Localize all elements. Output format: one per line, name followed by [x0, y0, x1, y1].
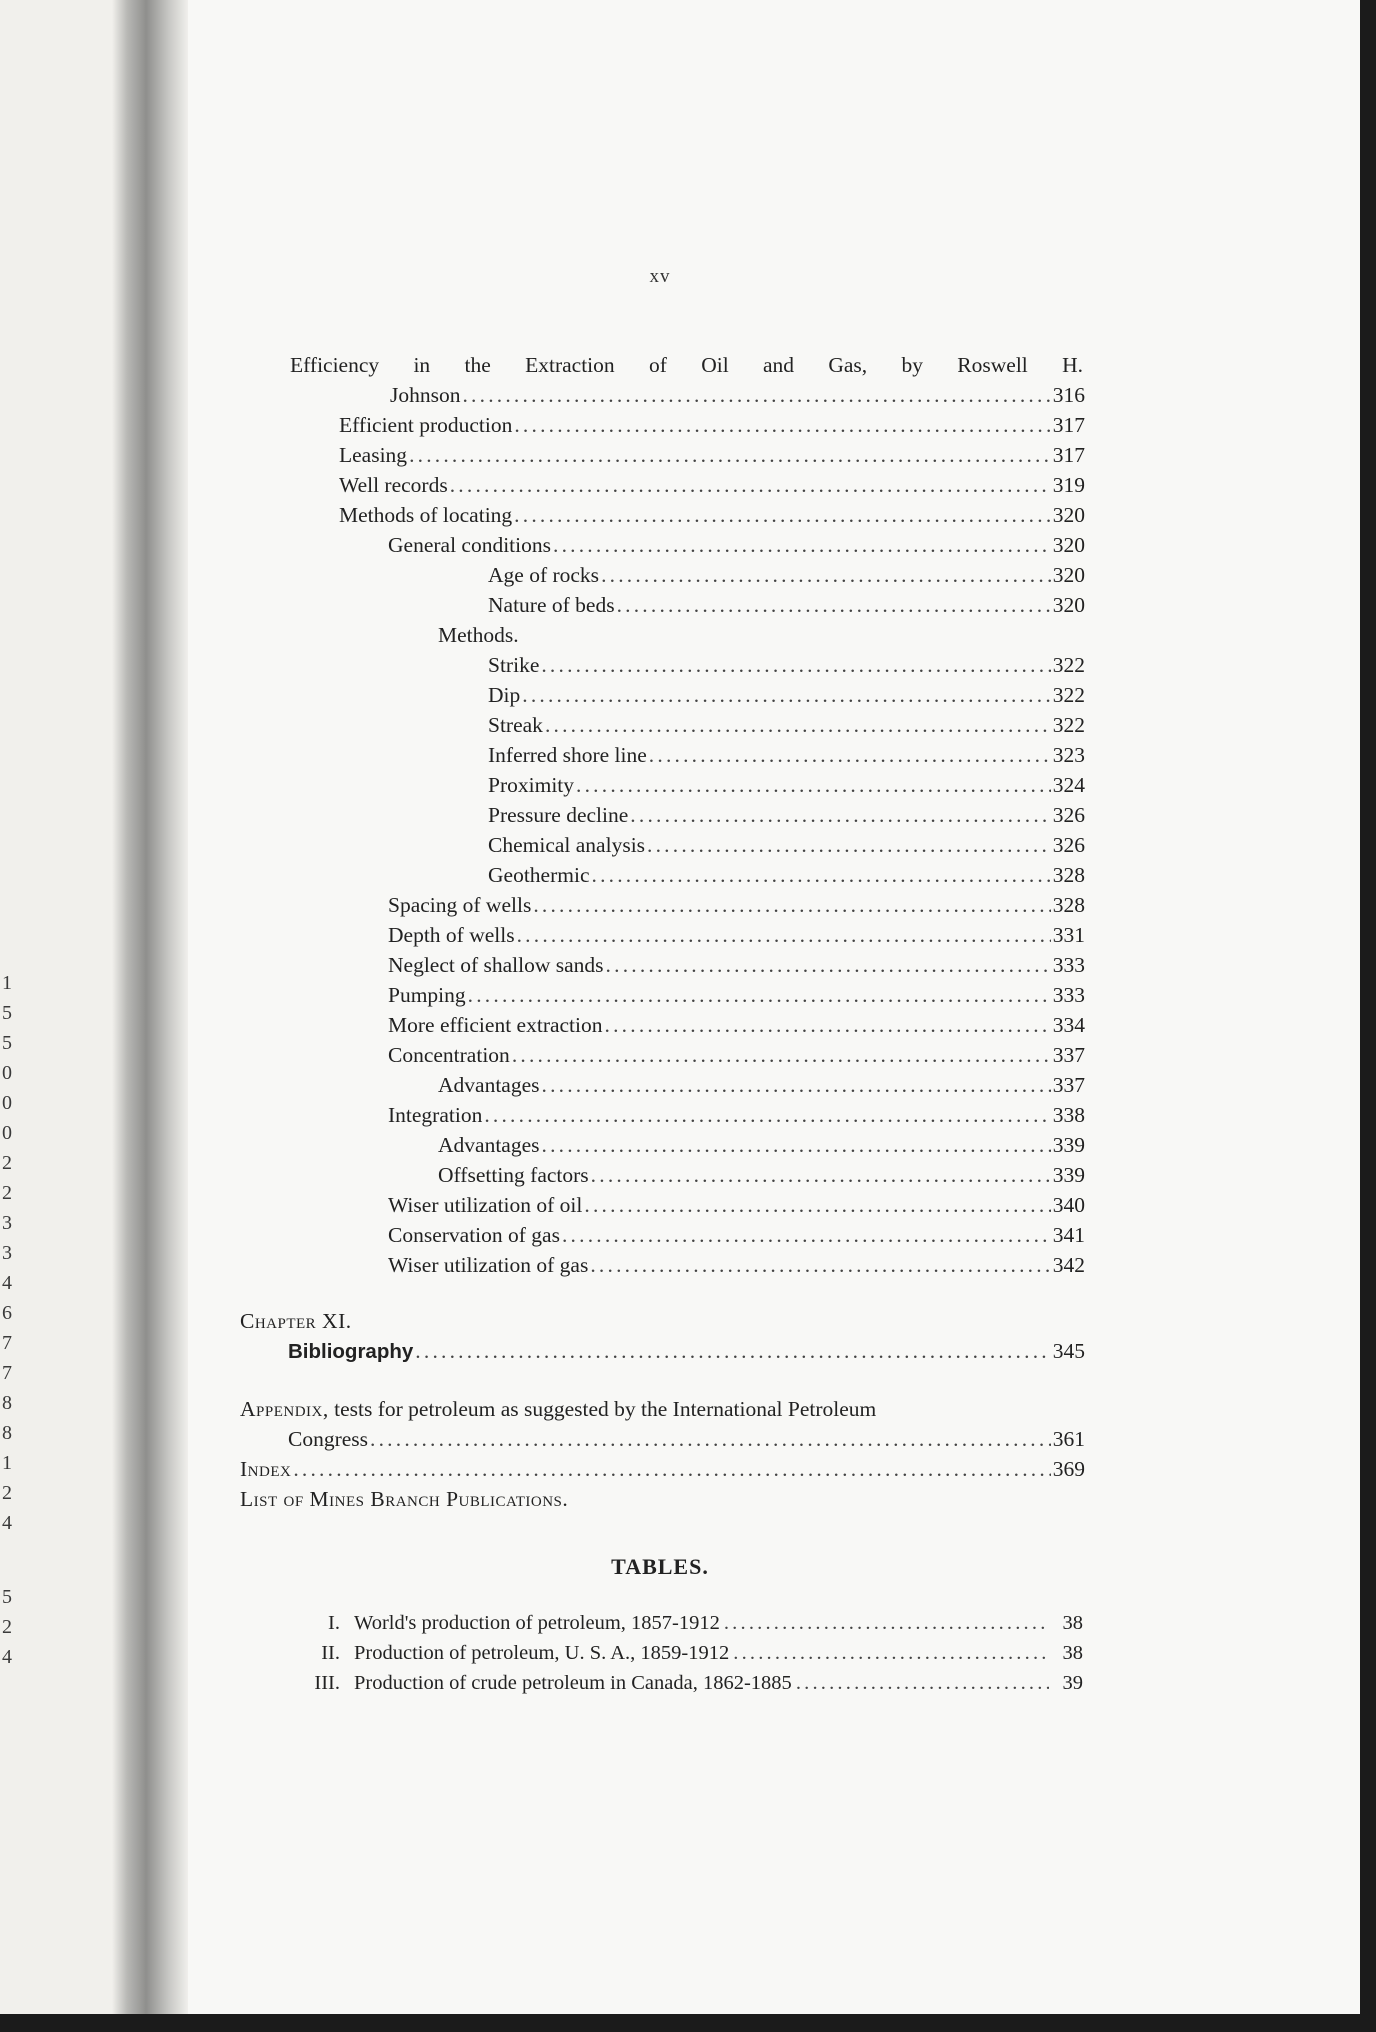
margin-number: 5: [2, 1002, 12, 1024]
leader-dots: [724, 1608, 1049, 1638]
leader-dots: [576, 770, 1051, 800]
title-word: the: [464, 353, 491, 377]
appendix-label: Appendix,: [240, 1397, 329, 1421]
toc-entry-page: 322: [1052, 713, 1085, 737]
toc-entry[interactable]: [488, 830, 1085, 860]
toc-entry[interactable]: [339, 440, 1085, 470]
title-word: by: [901, 353, 923, 377]
toc-entry-appendix[interactable]: [288, 1424, 1085, 1454]
toc-entry[interactable]: [388, 920, 1085, 950]
margin-number: 2: [2, 1616, 12, 1638]
toc-entry-page: 328: [1052, 863, 1085, 887]
toc-entry-title: Offsetting factors: [438, 1163, 589, 1187]
toc-entry[interactable]: [388, 980, 1085, 1010]
toc-entry-page: 333: [1052, 983, 1085, 1007]
leader-dots: [647, 830, 1051, 860]
title-word: of: [648, 353, 667, 377]
margin-number: 5: [2, 1586, 12, 1608]
leader-dots: [553, 530, 1051, 560]
toc-entry-title: Advantages: [438, 1133, 540, 1157]
leader-dots: [584, 1190, 1050, 1220]
leader-dots: [541, 650, 1050, 680]
toc-entry-page: 334: [1052, 1013, 1085, 1037]
toc-entry-title: General conditions: [388, 533, 551, 557]
toc-entry-page: 361: [1052, 1427, 1085, 1451]
toc-entry[interactable]: [339, 410, 1085, 440]
toc-entry[interactable]: [388, 1250, 1085, 1280]
toc-entry[interactable]: [339, 500, 1085, 530]
toc-entry-title: Pressure decline: [488, 803, 629, 827]
leader-dots: [542, 1070, 1051, 1100]
leader-dots: [592, 860, 1051, 890]
toc-entry-page: 320: [1052, 503, 1085, 527]
toc-entry[interactable]: [390, 380, 1085, 410]
table-list-item[interactable]: [296, 1668, 1083, 1698]
toc-entry-title: Efficient production: [339, 413, 513, 437]
page-number: xv: [649, 266, 671, 287]
toc-subheading: Methods.: [438, 623, 519, 647]
toc-entry[interactable]: [388, 530, 1085, 560]
table-number: III.: [314, 1672, 340, 1694]
title-word: Extraction: [525, 353, 615, 377]
toc-entry-page: 345: [1052, 1339, 1085, 1363]
toc-entry-title: Leasing: [339, 443, 408, 467]
margin-number: 6: [2, 1302, 12, 1324]
leader-dots: [409, 440, 1051, 470]
title-word: Gas,: [828, 353, 868, 377]
leader-dots: [630, 800, 1050, 830]
margin-number: 3: [2, 1242, 12, 1264]
margin-number: 7: [2, 1332, 12, 1354]
leader-dots: [733, 1638, 1049, 1668]
margin-number: 3: [2, 1212, 12, 1234]
margin-number: 0: [2, 1122, 12, 1144]
toc-entry-page: 333: [1052, 953, 1085, 977]
toc-entry-page: 317: [1052, 443, 1085, 467]
margin-number: 5: [2, 1032, 12, 1054]
margin-number: 8: [2, 1422, 12, 1444]
toc-entry[interactable]: [388, 890, 1085, 920]
toc-entry-title: Wiser utilization of oil: [388, 1193, 583, 1217]
toc-entry-page: 320: [1052, 533, 1085, 557]
appendix-text: tests for petroleum as suggested by the International Petroleum: [334, 1397, 877, 1421]
leader-dots: [590, 1250, 1050, 1280]
list-publications: List of Mines Branch Publications.: [240, 1487, 569, 1511]
toc-entry-page: 342: [1052, 1253, 1085, 1277]
toc-section-title: [290, 350, 1083, 380]
table-number: II.: [321, 1642, 340, 1664]
leader-dots: [649, 740, 1051, 770]
toc-entry-page: 328: [1052, 893, 1085, 917]
leader-dots: [617, 590, 1051, 620]
table-list-item[interactable]: [296, 1638, 1083, 1668]
table-title: Production of crude petroleum in Canada, 1862-1885: [354, 1672, 792, 1694]
toc-entry-page: 337: [1052, 1073, 1085, 1097]
toc-entry-page: 340: [1052, 1193, 1085, 1217]
toc-entry[interactable]: [388, 1100, 1085, 1130]
toc-entry[interactable]: [488, 740, 1085, 770]
toc-entry-title: Streak: [488, 713, 543, 737]
toc-entry-page: 317: [1052, 413, 1085, 437]
toc-entry-title: Wiser utilization of gas: [388, 1253, 589, 1277]
toc-entry-page: 331: [1052, 923, 1085, 947]
leader-dots: [542, 1130, 1051, 1160]
leader-dots: [545, 710, 1051, 740]
appendix-line: [240, 1394, 876, 1424]
toc-entry-title: Proximity: [488, 773, 575, 797]
title-word: and: [763, 353, 795, 377]
toc-entry-page: 320: [1052, 563, 1085, 587]
toc-entry[interactable]: [488, 860, 1085, 890]
toc-entry-title: Dip: [488, 683, 521, 707]
toc-entry-title: Congress: [288, 1427, 369, 1451]
toc-entry-title: More efficient extraction: [388, 1013, 603, 1037]
leader-dots: [450, 470, 1051, 500]
toc-entry-page: 338: [1052, 1103, 1085, 1127]
leader-dots: [415, 1336, 1050, 1366]
toc-entry-title: Spacing of wells: [388, 893, 532, 917]
leader-dots: [522, 680, 1051, 710]
leader-dots: [606, 950, 1051, 980]
toc-entry-title: Integration: [388, 1103, 483, 1127]
toc-entry-title: Neglect of shallow sands: [388, 953, 604, 977]
margin-number: 1: [2, 1452, 12, 1474]
toc-entry-index[interactable]: [240, 1454, 1085, 1484]
toc-entry-bibliography[interactable]: [288, 1336, 1085, 1366]
toc-entry[interactable]: [388, 1040, 1085, 1070]
margin-number: 8: [2, 1392, 12, 1414]
margin-number: 4: [2, 1646, 12, 1668]
margin-number: 2: [2, 1182, 12, 1204]
toc-entry-title: Geothermic: [488, 863, 590, 887]
toc-entry-page: 341: [1052, 1223, 1085, 1247]
leader-dots: [605, 1010, 1051, 1040]
leader-dots: [293, 1454, 1050, 1484]
title-word: Efficiency: [290, 353, 380, 377]
margin-number: 2: [2, 1482, 12, 1504]
table-number: I.: [328, 1612, 340, 1634]
toc-entry-title: Conservation of gas: [388, 1223, 560, 1247]
margin-number: 0: [2, 1062, 12, 1084]
toc-entry-title: Johnson: [390, 383, 461, 407]
leader-dots: [370, 1424, 1051, 1454]
toc-entry-page: 320: [1052, 593, 1085, 617]
toc-entry[interactable]: [488, 710, 1085, 740]
margin-number: 2: [2, 1152, 12, 1174]
toc-entry[interactable]: [488, 770, 1085, 800]
leader-dots: [796, 1668, 1049, 1698]
leader-dots: [591, 1160, 1051, 1190]
toc-entry[interactable]: [488, 590, 1085, 620]
toc-entry-page: 326: [1052, 833, 1085, 857]
toc-entry-page: 324: [1052, 773, 1085, 797]
toc-entry-title: Methods of locating: [339, 503, 513, 527]
table-title: World's production of petroleum, 1857-1912: [354, 1612, 720, 1634]
table-page: 38: [1062, 1612, 1083, 1634]
toc-entry[interactable]: [488, 680, 1085, 710]
margin-number: 4: [2, 1512, 12, 1534]
table-page: 39: [1062, 1672, 1083, 1694]
toc-entry-page: 323: [1052, 743, 1085, 767]
leader-dots: [462, 380, 1050, 410]
toc-entry-page: 337: [1052, 1043, 1085, 1067]
toc-entry-page: 322: [1052, 653, 1085, 677]
leader-dots: [562, 1220, 1051, 1250]
title-word: Roswell: [957, 353, 1028, 377]
tables-title: TABLES.: [611, 1554, 709, 1579]
table-page: 38: [1062, 1642, 1083, 1664]
toc-entry[interactable]: [388, 1220, 1085, 1250]
toc-entry-page: 339: [1052, 1163, 1085, 1187]
margin-number: 0: [2, 1092, 12, 1114]
toc-entry-title: Age of rocks: [488, 563, 600, 587]
title-word: in: [413, 353, 431, 377]
toc-entry-title: Index: [240, 1457, 292, 1481]
margin-number: 4: [2, 1272, 12, 1294]
leader-dots: [601, 560, 1051, 590]
toc-entry[interactable]: [388, 950, 1085, 980]
leader-dots: [514, 500, 1051, 530]
leader-dots: [468, 980, 1051, 1010]
leader-dots: [514, 410, 1050, 440]
leader-dots: [517, 920, 1051, 950]
toc-entry-title: Bibliography: [288, 1340, 414, 1363]
toc-entry[interactable]: [388, 1010, 1085, 1040]
leader-dots: [484, 1100, 1050, 1130]
leader-dots: [512, 1040, 1051, 1070]
table-list-item[interactable]: [296, 1608, 1083, 1638]
toc-entry-title: Advantages: [438, 1073, 540, 1097]
title-word: H.: [1062, 353, 1083, 377]
toc-entry[interactable]: [438, 1070, 1085, 1100]
toc-entry-page: 322: [1052, 683, 1085, 707]
toc-entry-title: Chemical analysis: [488, 833, 646, 857]
margin-number: 7: [2, 1362, 12, 1384]
toc-entry[interactable]: [488, 800, 1085, 830]
toc-entry-title: Pumping: [388, 983, 466, 1007]
toc-entry-page: 316: [1052, 383, 1085, 407]
toc-entry-page: 319: [1052, 473, 1085, 497]
toc-entry-title: Inferred shore line: [488, 743, 647, 767]
toc-entry-title: Well records: [339, 473, 448, 497]
toc-entry[interactable]: [339, 470, 1085, 500]
toc-entry-page: 339: [1052, 1133, 1085, 1157]
chapter-label: Chapter XI.: [240, 1309, 352, 1333]
leader-dots: [533, 890, 1050, 920]
toc-entry-title: Depth of wells: [388, 923, 515, 947]
toc-entry[interactable]: [488, 560, 1085, 590]
toc-entry[interactable]: [388, 1190, 1085, 1220]
toc-entry-page: 326: [1052, 803, 1085, 827]
table-title: Production of petroleum, U. S. A., 1859-1912: [354, 1642, 730, 1664]
toc-entry[interactable]: [488, 650, 1085, 680]
toc-entry-title: Concentration: [388, 1043, 510, 1067]
margin-number: 1: [2, 972, 12, 994]
toc-entry-title: Strike: [488, 653, 540, 677]
toc-entry[interactable]: [438, 1160, 1085, 1190]
toc-entry[interactable]: [438, 1130, 1085, 1160]
title-word: Oil: [701, 353, 729, 377]
toc-entry-title: Nature of beds: [488, 593, 615, 617]
toc-entry-page: 369: [1052, 1457, 1085, 1481]
